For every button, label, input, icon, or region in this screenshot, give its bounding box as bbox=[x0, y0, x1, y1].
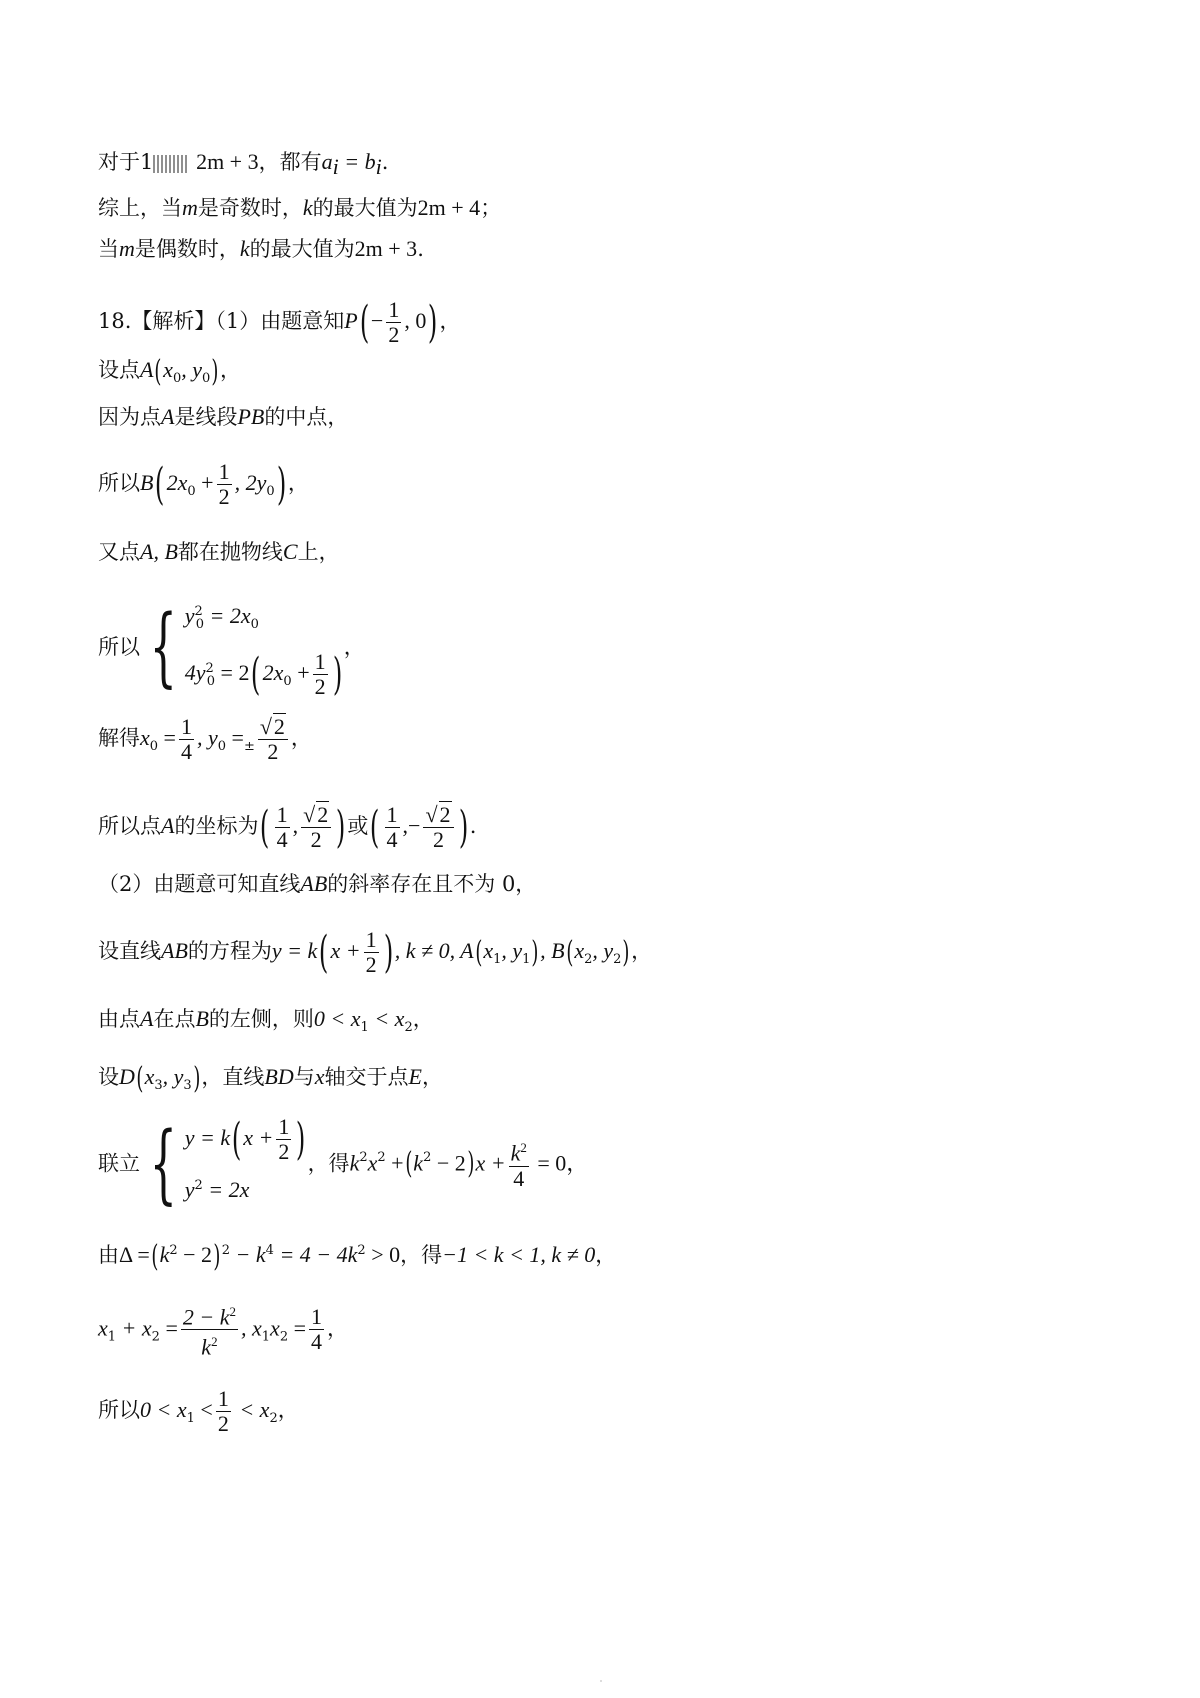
line-14 bbox=[98, 1005, 434, 1042]
text: 或 bbox=[347, 814, 369, 838]
math: 0 < x bbox=[313, 1006, 361, 1031]
text: 的最大值为 bbox=[312, 196, 418, 220]
right-paren-icon: ) bbox=[193, 1060, 201, 1096]
left-brace-icon: { bbox=[149, 1113, 178, 1214]
math: 2 bbox=[359, 1150, 368, 1165]
math: x bbox=[144, 1064, 155, 1089]
numerator: 1 bbox=[311, 1304, 323, 1330]
denominator: 2 bbox=[217, 1411, 229, 1436]
text: ，得 bbox=[400, 1243, 443, 1267]
math: 0 bbox=[217, 739, 227, 755]
numerator: 1 bbox=[314, 649, 326, 675]
right-paren-icon: ) bbox=[428, 296, 438, 348]
section-heading: 18.【解析】（1）由题意知 bbox=[98, 309, 345, 333]
math: , 2y bbox=[234, 470, 267, 495]
math: A bbox=[161, 404, 175, 429]
math: = 2 bbox=[215, 660, 250, 686]
math: A bbox=[140, 1006, 154, 1031]
left-paren-icon: ( bbox=[404, 1145, 412, 1181]
text: . bbox=[469, 814, 477, 838]
left-paren-icon: ( bbox=[251, 648, 261, 700]
math: < bbox=[194, 1397, 213, 1422]
text: 由 bbox=[98, 1243, 119, 1267]
numerator: √2 bbox=[258, 715, 288, 740]
math: 0 bbox=[250, 617, 259, 633]
left-paren-icon: ( bbox=[319, 926, 329, 978]
fraction bbox=[509, 1136, 529, 1190]
math: 0 bbox=[266, 484, 275, 500]
math: < x bbox=[368, 1006, 405, 1031]
math: x bbox=[483, 938, 494, 963]
math: D bbox=[119, 1064, 135, 1089]
text: 联立 bbox=[98, 1151, 140, 1176]
fraction bbox=[275, 803, 290, 852]
text: 的最大值为 bbox=[249, 237, 355, 261]
math: = bbox=[159, 1315, 178, 1341]
math: 4y bbox=[184, 660, 206, 686]
fraction bbox=[423, 803, 453, 852]
math: x + bbox=[243, 1125, 274, 1150]
math: , x bbox=[241, 1315, 262, 1341]
line-12 bbox=[98, 870, 536, 898]
fraction bbox=[386, 298, 401, 347]
math: 4 bbox=[265, 1243, 274, 1258]
left-paren-icon: ( bbox=[260, 801, 270, 853]
math: , y bbox=[162, 1064, 184, 1089]
math: 2 bbox=[377, 1150, 386, 1165]
left-paren-icon: ( bbox=[155, 458, 165, 510]
right-paren-icon: ) bbox=[213, 1238, 221, 1274]
text: 与 bbox=[293, 1065, 315, 1089]
line-17 bbox=[98, 1237, 617, 1274]
math: = bbox=[158, 725, 176, 750]
text: ， bbox=[439, 309, 461, 333]
right-paren-icon: ) bbox=[332, 648, 342, 700]
text: 又点 bbox=[98, 540, 140, 564]
math: AB bbox=[300, 871, 328, 896]
line-5 bbox=[98, 353, 241, 393]
math: 2 bbox=[279, 1329, 289, 1345]
math: 0 bbox=[201, 371, 211, 387]
math: 3 bbox=[154, 1078, 163, 1094]
text: 所以点 bbox=[98, 814, 161, 838]
denominator: 2 bbox=[278, 1139, 290, 1164]
math: y bbox=[184, 1177, 195, 1202]
math: = 4 − 4k bbox=[273, 1242, 358, 1267]
math: , y bbox=[592, 938, 614, 963]
page-dot bbox=[600, 1680, 602, 1682]
math: , y bbox=[181, 357, 202, 382]
fraction bbox=[364, 928, 379, 977]
text: ， bbox=[219, 358, 241, 382]
text: 因为点 bbox=[98, 405, 161, 429]
denominator bbox=[181, 1330, 238, 1359]
right-paren-icon: ) bbox=[211, 353, 219, 389]
left-paren-icon: ( bbox=[154, 353, 162, 389]
numerator: 1 bbox=[180, 714, 192, 739]
text: 上， bbox=[297, 540, 340, 564]
text: 设 bbox=[98, 1065, 119, 1089]
text: 当 bbox=[98, 237, 119, 261]
text: ； bbox=[480, 196, 502, 220]
line-9 bbox=[98, 590, 365, 704]
text: 都在抛物线 bbox=[177, 540, 283, 564]
equation-row bbox=[185, 590, 344, 647]
equation-row bbox=[185, 1115, 308, 1164]
math: k bbox=[413, 1150, 424, 1176]
line-18 bbox=[98, 1300, 348, 1360]
math: , B bbox=[540, 938, 565, 963]
right-paren-icon: ) bbox=[296, 1113, 306, 1165]
math: B bbox=[195, 1006, 209, 1031]
math: k bbox=[239, 236, 250, 261]
denominator: 2 bbox=[267, 739, 279, 764]
math: = 0， bbox=[531, 1150, 589, 1176]
math: + x bbox=[116, 1315, 152, 1341]
text: ， bbox=[595, 1243, 617, 1267]
text: 在点 bbox=[153, 1007, 196, 1031]
math: 1 bbox=[107, 1329, 117, 1345]
line-10 bbox=[98, 715, 312, 764]
garbled-glyph-icon bbox=[153, 155, 189, 173]
math: 2 bbox=[211, 1334, 218, 1350]
math: 2 bbox=[194, 604, 203, 619]
numerator: 1 bbox=[217, 1386, 229, 1411]
math: 2 bbox=[205, 661, 214, 677]
math: C bbox=[282, 539, 298, 564]
math: E bbox=[408, 1064, 422, 1089]
math: BD bbox=[264, 1064, 294, 1089]
math: m bbox=[182, 195, 198, 220]
math: 2 bbox=[404, 1020, 413, 1036]
math: y = k bbox=[184, 1125, 231, 1150]
text: 的坐标为 bbox=[174, 814, 259, 838]
denominator: 2 bbox=[433, 827, 444, 852]
text: ， bbox=[412, 1007, 434, 1031]
numerator: √2 bbox=[423, 803, 453, 828]
math: > 0 bbox=[365, 1242, 401, 1267]
line-7 bbox=[98, 460, 309, 509]
math: A bbox=[161, 813, 175, 838]
math: k bbox=[159, 1242, 170, 1267]
math: 2 bbox=[357, 1243, 366, 1258]
math: 2 bbox=[584, 952, 593, 968]
fraction bbox=[217, 460, 232, 509]
text: ， bbox=[277, 1398, 299, 1422]
math: k bbox=[302, 195, 313, 220]
math: < x bbox=[233, 1397, 270, 1422]
math: + bbox=[385, 1150, 404, 1176]
line-2 bbox=[98, 194, 501, 222]
text: ， bbox=[327, 1316, 349, 1341]
math: 2 bbox=[613, 952, 622, 968]
numerator: 1 bbox=[276, 802, 288, 827]
line-6 bbox=[98, 403, 348, 431]
math: AB bbox=[161, 938, 188, 963]
math: + bbox=[291, 660, 310, 686]
math: x bbox=[163, 357, 173, 382]
math: a bbox=[321, 149, 333, 174]
math: i bbox=[332, 154, 339, 180]
math: 2x bbox=[166, 470, 188, 495]
fraction bbox=[313, 650, 328, 699]
numerator: 1 bbox=[365, 927, 377, 952]
denominator: 4 bbox=[311, 1329, 323, 1355]
left-paren-icon: ( bbox=[370, 801, 380, 853]
radicand: 2 bbox=[273, 714, 285, 739]
text: 综上，当 bbox=[98, 196, 182, 220]
line-13 bbox=[98, 928, 652, 977]
left-paren-icon: ( bbox=[231, 1113, 242, 1165]
denominator: 4 bbox=[180, 739, 192, 764]
math: − bbox=[370, 308, 384, 333]
left-brace-icon: { bbox=[149, 597, 178, 698]
right-paren-icon: ) bbox=[276, 458, 286, 510]
text: （2）由题意可知直线 bbox=[98, 872, 301, 896]
math: y = k bbox=[271, 938, 318, 963]
numerator: 1 bbox=[386, 802, 398, 827]
math: 0 bbox=[195, 617, 205, 633]
line-3 bbox=[98, 235, 424, 263]
math: 1 bbox=[493, 952, 502, 968]
math: − k bbox=[230, 1242, 266, 1267]
denominator: 2 bbox=[365, 952, 377, 977]
text: 是偶数时， bbox=[134, 237, 240, 261]
numerator: 1 bbox=[278, 1114, 290, 1139]
math: = 2x bbox=[202, 1177, 250, 1202]
math: , y bbox=[196, 725, 218, 750]
math: − 2 bbox=[431, 1150, 466, 1176]
numerator bbox=[509, 1136, 529, 1166]
right-paren-icon: ) bbox=[467, 1145, 475, 1181]
fraction bbox=[179, 715, 194, 764]
math: , 0 bbox=[404, 308, 427, 333]
text: 所以 bbox=[98, 1398, 140, 1422]
equation-system bbox=[185, 1115, 308, 1212]
math: x bbox=[314, 1064, 325, 1089]
math: k bbox=[201, 1334, 212, 1360]
math: PB bbox=[237, 404, 265, 429]
text: ，得 bbox=[307, 1151, 350, 1176]
math: = b bbox=[338, 149, 376, 174]
math: 2 − k bbox=[182, 1304, 230, 1330]
fraction bbox=[276, 1115, 291, 1164]
math: i bbox=[375, 154, 382, 180]
math: x + bbox=[475, 1150, 506, 1176]
math: 2 bbox=[169, 1243, 178, 1258]
math: x + bbox=[330, 938, 361, 963]
math: = bbox=[226, 725, 244, 750]
left-paren-icon: ( bbox=[136, 1060, 144, 1096]
numerator bbox=[181, 1300, 238, 1330]
text: ， bbox=[287, 471, 309, 495]
text: 的方程为 bbox=[187, 939, 272, 963]
math: x bbox=[140, 725, 150, 750]
math: −1 < k < 1, k ≠ 0 bbox=[442, 1242, 596, 1267]
math: 3 bbox=[183, 1078, 192, 1094]
left-paren-icon: ( bbox=[151, 1238, 159, 1274]
text: 所以 bbox=[98, 471, 140, 495]
denominator: 4 bbox=[276, 827, 288, 852]
line-11: 所以点A的坐标为( $\frac{1}{4}$ , $\frac{√2}{2}$ )或( $\frac{1}{4}$ ,− $\frac{√2}{2}$ ). bbox=[98, 801, 477, 853]
fraction bbox=[181, 1300, 238, 1360]
text: 对于1 bbox=[98, 150, 154, 174]
denominator: 2 bbox=[388, 322, 400, 347]
math: 2 bbox=[423, 1150, 432, 1165]
math: 0 bbox=[187, 484, 196, 500]
math: x bbox=[270, 1315, 280, 1341]
math: k bbox=[349, 1150, 360, 1176]
math: k bbox=[510, 1140, 521, 1166]
text: ， bbox=[631, 939, 653, 963]
math: − 2 bbox=[177, 1242, 213, 1267]
text: . bbox=[417, 237, 424, 261]
math: − bbox=[408, 813, 421, 838]
text: ，直线 bbox=[201, 1065, 265, 1089]
math: x bbox=[367, 1150, 378, 1176]
text: 轴交于点 bbox=[324, 1065, 409, 1089]
text: 的斜率存在且不为 0， bbox=[327, 872, 537, 896]
line-8 bbox=[98, 538, 340, 566]
text: 所以 bbox=[98, 635, 140, 660]
math: 2m + 4 bbox=[417, 195, 481, 220]
math: 0 bbox=[283, 674, 292, 690]
line-4 bbox=[98, 298, 460, 347]
line-16 bbox=[98, 1115, 588, 1212]
text: 设直线 bbox=[98, 939, 161, 963]
text: 的左侧，则 bbox=[208, 1007, 314, 1031]
math: 2 bbox=[520, 1140, 527, 1156]
line-15 bbox=[98, 1060, 443, 1100]
math: 0 bbox=[206, 674, 216, 690]
math: 2 bbox=[194, 1178, 203, 1193]
math: 1 bbox=[186, 1411, 195, 1427]
math: B bbox=[140, 470, 154, 495]
radicand: 2 bbox=[439, 802, 451, 827]
math: Δ = bbox=[119, 1242, 150, 1267]
math: P bbox=[344, 308, 358, 333]
math: 2 bbox=[221, 1243, 231, 1258]
math: 2 bbox=[151, 1329, 160, 1345]
text: 由点 bbox=[98, 1007, 140, 1031]
math: + bbox=[195, 470, 214, 495]
math: 1 bbox=[360, 1020, 369, 1036]
math: = bbox=[288, 1315, 307, 1341]
text: ， bbox=[290, 726, 312, 750]
right-paren-icon: ) bbox=[458, 801, 468, 853]
text: 是线段 bbox=[174, 405, 238, 429]
text: 解得 bbox=[98, 726, 140, 750]
equation-row bbox=[185, 647, 344, 704]
math: , k ≠ 0, A bbox=[394, 938, 474, 963]
math: x bbox=[98, 1315, 108, 1341]
math: 0 bbox=[149, 739, 159, 755]
fraction bbox=[309, 1305, 324, 1354]
numerator: √2 bbox=[301, 803, 331, 828]
left-paren-icon: ( bbox=[565, 934, 573, 970]
fraction bbox=[258, 715, 288, 764]
numerator: 1 bbox=[388, 297, 400, 322]
left-paren-icon: ( bbox=[359, 296, 370, 348]
math: 2m + 3 bbox=[354, 236, 418, 261]
fraction bbox=[385, 803, 400, 852]
denominator: 2 bbox=[314, 674, 326, 700]
equation-system bbox=[185, 590, 344, 704]
math: 2 bbox=[229, 1304, 236, 1319]
left-paren-icon: ( bbox=[474, 934, 482, 970]
line-1 bbox=[98, 148, 388, 181]
math: 0 bbox=[172, 371, 182, 387]
math: 1 bbox=[261, 1329, 271, 1345]
math: 2 bbox=[269, 1411, 278, 1427]
math: x bbox=[574, 938, 585, 963]
text: 是奇数时， bbox=[197, 196, 303, 220]
equation-row bbox=[185, 1164, 308, 1212]
text: ， bbox=[421, 1065, 443, 1089]
text: . bbox=[381, 150, 389, 174]
radicand: 2 bbox=[317, 802, 329, 827]
text: ，都有 bbox=[258, 150, 322, 174]
denominator: 2 bbox=[218, 484, 230, 509]
text: ， bbox=[343, 635, 365, 660]
math: m bbox=[119, 236, 135, 261]
line-19 bbox=[98, 1387, 299, 1436]
math: , y bbox=[501, 938, 523, 963]
math: = 2x bbox=[204, 603, 251, 628]
denominator: 4 bbox=[386, 827, 398, 852]
math: 0 < x bbox=[140, 1397, 187, 1422]
math: A bbox=[140, 357, 154, 382]
denominator: 2 bbox=[310, 827, 322, 852]
fraction bbox=[301, 803, 331, 852]
right-paren-icon: ) bbox=[622, 934, 630, 970]
text: 设点 bbox=[98, 358, 140, 382]
math: A, B bbox=[140, 539, 178, 564]
right-paren-icon: ) bbox=[531, 934, 539, 970]
denominator: 4 bbox=[513, 1165, 525, 1191]
text: 的中点， bbox=[264, 405, 349, 429]
numerator: 1 bbox=[218, 459, 230, 484]
right-paren-icon: ) bbox=[383, 926, 393, 978]
math: 2x bbox=[262, 660, 284, 686]
math: y bbox=[184, 603, 195, 628]
math: 1 bbox=[522, 952, 531, 968]
right-paren-icon: ) bbox=[336, 801, 346, 853]
math: 2m + 3 bbox=[196, 149, 259, 174]
math: ± bbox=[243, 739, 255, 755]
fraction bbox=[216, 1387, 231, 1436]
